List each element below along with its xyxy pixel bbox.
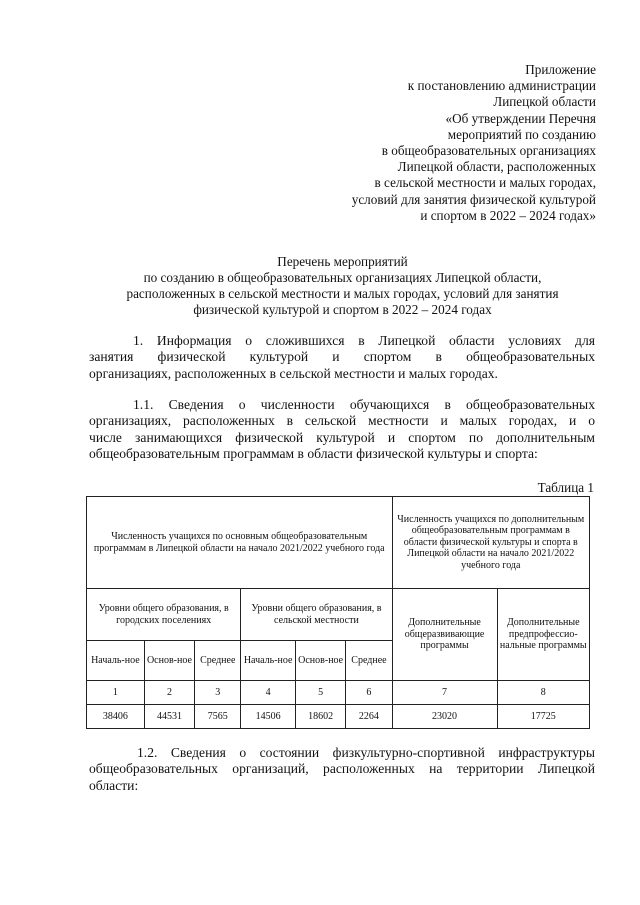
table-value: 18602 [295,705,345,729]
paragraph-line: общеобразовательных организаций, расположенных на территории Липецкой [89,761,595,777]
title-line: расположенных в сельской местности и малых городах, условий для занятия [126,286,559,301]
column-number: 3 [195,681,241,705]
table-value: 17725 [497,705,589,729]
table-value: 44531 [144,705,194,729]
header-group-rural: Уровни общего образования, в сельской местности [241,589,392,641]
paragraph-line: занятия физической культурой и спортом в общеобразовательных [89,349,595,365]
column-number: 4 [241,681,296,705]
appendix-line: условий для занятия физической культурой [351,191,596,207]
paragraph-line: области: [89,777,139,793]
column-number: 6 [346,681,392,705]
appendix-line: к постановлению администрации [407,78,596,94]
table-value: 23020 [392,705,497,729]
header-level: Основ-ное [295,641,345,681]
paragraph-line: организациях, расположенных в сельской местности и малых городах, и о [89,413,595,429]
title-line: физической культурой и спортом в 2022 – 2024 годах [193,302,492,317]
header-main-left: Численность учащихся по основным общеобразовательным программам в Липецкой области на начало 2021/2022 учебного года [87,497,393,589]
appendix-line: Приложение [525,62,596,77]
table-value: 38406 [87,705,145,729]
paragraph-line: 1.1. Сведения о численности обучающихся в общеобразовательных [133,397,595,412]
appendix-line: в сельской местности и малых городах, [374,175,596,191]
column-number: 2 [144,681,194,705]
title-line: по созданию в общеобразовательных организациях Липецкой области, [143,270,542,285]
header-level: Среднее [195,641,241,681]
table-value: 7565 [195,705,241,729]
header-group-urban: Уровни общего образования, в городских поселениях [87,589,241,641]
table-caption: Таблица 1 [537,480,594,495]
column-number: 7 [392,681,497,705]
appendix-block [276,62,596,224]
appendix-line: и спортом в 2022 – 2024 годах» [420,207,596,223]
header-general-dev: Дополнительные общеразвивающие программы [392,589,497,681]
title-line: Перечень мероприятий [277,254,408,269]
appendix-line: «Об утверждении Перечня [445,110,596,126]
paragraph-line: общеобразовательным программам в области физической культуры и спорта: [89,445,538,461]
paragraph-line: числе занимающихся физической культурой и спортом по дополнительным [89,429,595,445]
table-value: 2264 [346,705,392,729]
column-number: 1 [87,681,145,705]
column-number: 8 [497,681,589,705]
appendix-line: Липецкой области, расположенных [397,159,596,175]
section-1-1-paragraph [89,397,595,462]
header-level: Основ-ное [144,641,194,681]
section-1-2-paragraph [89,745,595,794]
appendix-line: в общеобразовательных организациях [381,143,596,159]
appendix-line: мероприятий по созданию [447,126,596,142]
paragraph-line: 1. Информация о сложившихся в Липецкой области условиях для [133,333,595,348]
students-table [86,496,590,729]
paragraph-line: организациях, расположенных в сельской местности и малых городах. [89,365,498,381]
column-number: 5 [295,681,345,705]
document-title [70,254,615,318]
header-level: Среднее [346,641,392,681]
table-value: 14506 [241,705,296,729]
header-pre-prof: Дополнительные предпрофессио-нальные программы [497,589,589,681]
section-1-paragraph [89,333,595,382]
header-level: Началь-ное [241,641,296,681]
appendix-line: Липецкой области [493,94,596,110]
header-main-right: Численность учащихся по дополнительным общеобразовательным программам в области физической культуры и спорта в Липецкой области на начало 2021/2022 учебного года [392,497,589,589]
paragraph-line: 1.2. Сведения о состоянии физкультурно-спортивной инфраструктуры [137,745,595,760]
header-level: Началь-ное [87,641,145,681]
